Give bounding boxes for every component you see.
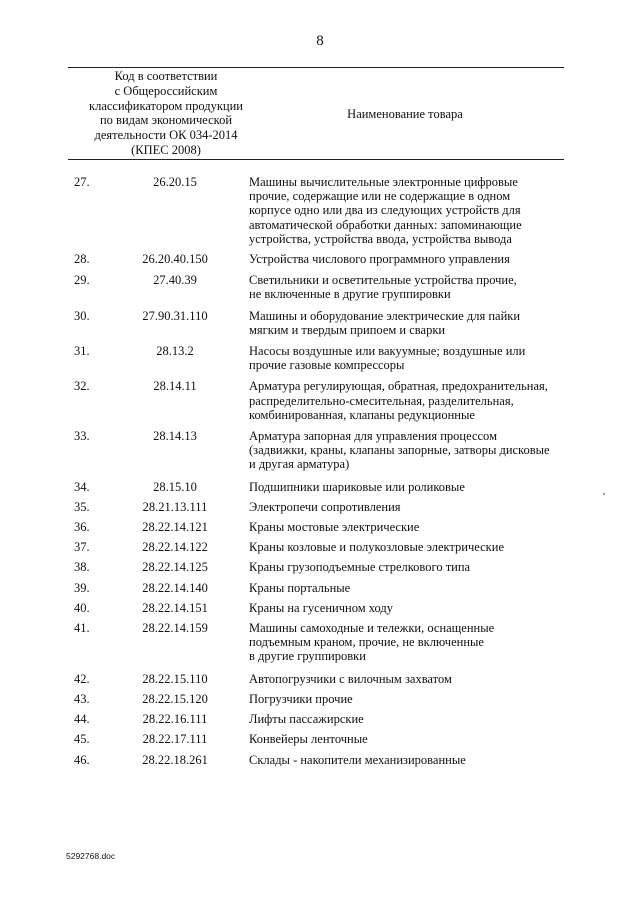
code-column-header-line: (КПЕС 2008): [131, 142, 201, 157]
product-name-line: Погрузчики прочие: [249, 691, 353, 706]
product-name-line: не включенные в другие группировки: [249, 287, 451, 302]
row-number: 30.: [74, 308, 90, 323]
scan-speck: [603, 493, 605, 495]
product-name: [249, 712, 559, 726]
product-name-line: Краны на гусеничном ходу: [249, 600, 394, 615]
product-name: [249, 560, 559, 574]
product-code: 28.22.15.120: [142, 691, 208, 706]
product-code: 27.40.39: [153, 273, 197, 288]
name-column-header: Наименование товара: [347, 107, 463, 121]
product-name: [249, 753, 559, 767]
product-name: [249, 520, 559, 534]
product-name-line: и другая арматура): [249, 457, 350, 472]
row-number: 32.: [74, 379, 90, 394]
product-code: 28.22.14.151: [142, 600, 208, 615]
table-row: [0, 500, 640, 514]
product-name-line: в другие группировки: [249, 649, 366, 664]
row-number: 39.: [74, 580, 90, 595]
row-number: 42.: [74, 671, 90, 686]
product-name: [249, 500, 559, 514]
goods-table-body: [0, 175, 640, 773]
product-code: 28.15.10: [153, 479, 197, 494]
product-name-line: Насосы воздушные или вакуумные; воздушные или: [249, 344, 526, 359]
product-name: [249, 732, 559, 746]
product-name-line: прочие газовые компрессоры: [249, 358, 405, 373]
product-name-line: Краны портальные: [249, 580, 351, 595]
product-name-line: Конвейеры ленточные: [249, 732, 368, 747]
table-row: [0, 601, 640, 615]
product-name-line: прочие, содержащие или не содержащие в одном: [249, 189, 511, 204]
product-name-line: Краны грузоподъемные стрелкового типа: [249, 560, 471, 575]
product-code: 28.22.15.110: [142, 671, 208, 686]
table-row: [0, 252, 640, 266]
table-row: [0, 520, 640, 534]
code-column-header-line: классификатором продукции: [89, 98, 243, 113]
product-name-line: Склады - накопители механизированные: [249, 752, 466, 767]
product-code: 28.22.14.140: [142, 580, 208, 595]
product-name-line: Светильники и осветительные устройства прочие,: [249, 273, 517, 288]
row-number: 29.: [74, 273, 90, 288]
product-name-line: Электропечи сопротивления: [249, 499, 401, 514]
product-code: 26.20.40.150: [142, 252, 208, 267]
product-name-line: Машины самоходные и тележки, оснащенные: [249, 621, 495, 636]
product-name-line: устройства, устройства ввода, устройства вывода: [249, 231, 512, 246]
product-name: [249, 692, 559, 706]
row-number: 31.: [74, 344, 90, 359]
product-code: 28.22.14.125: [142, 560, 208, 575]
product-name-line: Краны козловые и полукозловые электрические: [249, 540, 504, 555]
row-number: 36.: [74, 520, 90, 535]
product-code: 28.22.14.122: [142, 540, 208, 555]
table-row: [0, 309, 640, 337]
product-name-line: комбинированная, клапаны редукционные: [249, 407, 475, 422]
product-name-line: подъемным краном, прочие, не включенные: [249, 635, 484, 650]
product-name: [249, 540, 559, 554]
product-code: 28.22.17.111: [142, 732, 208, 747]
table-row: [0, 379, 640, 422]
page-number: 8: [316, 33, 324, 49]
product-name: [249, 252, 559, 266]
row-number: 34.: [74, 479, 90, 494]
header-bottom-rule: [68, 159, 564, 160]
product-code: 27.90.31.110: [142, 308, 208, 323]
document-footer: 5292768.doc: [66, 851, 116, 861]
product-name: [249, 672, 559, 686]
product-name: [249, 581, 559, 595]
product-code: 28.14.11: [153, 379, 197, 394]
row-number: 28.: [74, 252, 90, 267]
product-name: [249, 344, 559, 372]
product-name-line: распределительно-смесительная, разделительная,: [249, 393, 514, 408]
product-name-line: Арматура запорная для управления процессом: [249, 429, 497, 444]
row-number: 35.: [74, 499, 90, 514]
product-code: 28.21.13.111: [142, 499, 208, 514]
table-row: [0, 732, 640, 746]
product-name-line: мягким и твердым припоем и сварки: [249, 322, 446, 337]
product-name: [249, 309, 559, 337]
table-row: [0, 621, 640, 664]
row-number: 37.: [74, 540, 90, 555]
table-row: [0, 273, 640, 301]
code-column-header-line: по видам экономической: [99, 113, 233, 128]
table-row: [0, 753, 640, 767]
row-number: 45.: [74, 732, 90, 747]
product-name-line: автоматической обработки данных: запоминающие: [249, 217, 522, 232]
product-name-line: Устройства числового программного управления: [249, 252, 510, 267]
product-name: [249, 480, 559, 494]
row-number: 38.: [74, 560, 90, 575]
row-number: 46.: [74, 752, 90, 767]
product-name: [249, 429, 559, 472]
row-number: 40.: [74, 600, 90, 615]
table-row: [0, 581, 640, 595]
product-name-line: Краны мостовые электрические: [249, 520, 420, 535]
table-row: [0, 480, 640, 494]
product-code: 28.22.14.121: [142, 520, 208, 535]
product-name-line: Машины и оборудование электрические для пайки: [249, 308, 521, 323]
code-column-header-line: деятельности ОК 034-2014: [94, 128, 238, 143]
row-number: 44.: [74, 712, 90, 727]
product-name: [249, 601, 559, 615]
product-name-line: Подшипники шариковые или роликовые: [249, 479, 465, 494]
product-name-line: Арматура регулирующая, обратная, предохранительная,: [249, 379, 548, 394]
product-name-line: (задвижки, краны, клапаны запорные, затворы дисковые: [249, 443, 550, 458]
product-name: [249, 379, 559, 422]
row-number: 27.: [74, 175, 90, 189]
product-name-line: Машины вычислительные электронные цифровые: [249, 175, 518, 189]
table-row: [0, 344, 640, 372]
code-column-header-line: Код в соответствии: [114, 69, 218, 83]
product-code: 28.22.14.159: [142, 621, 208, 636]
product-name: [249, 175, 559, 246]
product-code: 28.14.13: [153, 429, 197, 444]
table-row: [0, 692, 640, 706]
product-name-line: Автопогрузчики с вилочным захватом: [249, 671, 452, 686]
table-top-rule: [68, 67, 564, 68]
product-code: 28.22.16.111: [142, 712, 208, 727]
table-row: [0, 540, 640, 554]
product-code: 28.22.18.261: [142, 752, 208, 767]
table-row: [0, 175, 640, 246]
product-code: 28.13.2: [156, 344, 194, 359]
product-name-line: корпусе одно или два из следующих устройств для: [249, 203, 521, 218]
row-number: 43.: [74, 691, 90, 706]
table-row: [0, 560, 640, 574]
product-name: [249, 621, 559, 664]
code-column-header-line: с Общероссийским: [114, 83, 218, 98]
table-row: [0, 712, 640, 726]
row-number: 41.: [74, 621, 90, 636]
table-row: [0, 672, 640, 686]
code-column-header: [68, 69, 264, 158]
product-name-line: Лифты пассажирские: [249, 712, 364, 727]
table-row: [0, 429, 640, 472]
product-name: [249, 273, 559, 301]
product-code: 26.20.15: [153, 175, 197, 189]
row-number: 33.: [74, 429, 90, 444]
